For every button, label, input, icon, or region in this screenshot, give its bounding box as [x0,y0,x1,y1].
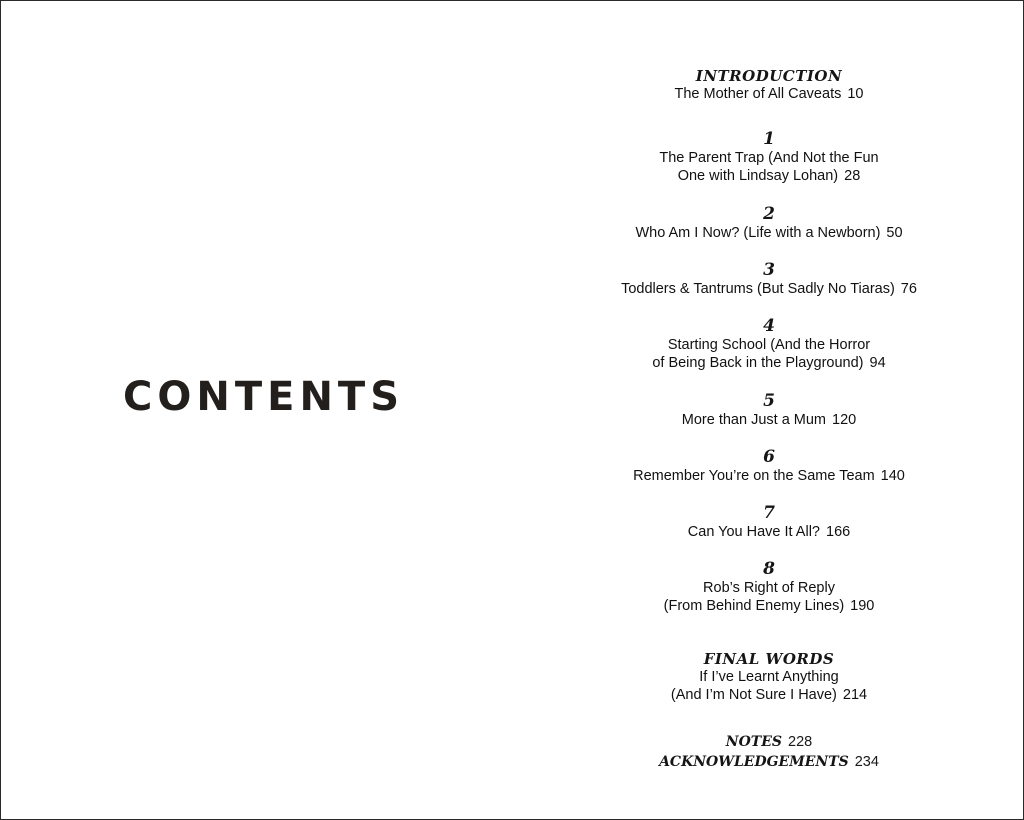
entry-title-line [513,354,1024,372]
entry-title: of Being Back in the Playground) [652,355,864,372]
chapter-number: 8 [763,559,775,579]
entry-title-line: Starting School (And the Horror [667,337,871,354]
entry-title-line [513,280,1024,298]
page-number: 94 [869,355,886,372]
toc-chapter-3 [513,260,1024,298]
page-number: 120 [832,412,857,429]
toc-chapter-5 [513,391,1024,429]
chapter-number: 5 [763,391,775,411]
entry-title-line: If I’ve Learnt Anything [699,669,839,685]
contents-heading: CONTENTS [123,374,405,420]
chapter-number: 6 [763,447,775,467]
toc-chapter-4 [513,316,1024,372]
toc-introduction [513,67,1024,103]
toc-back-matter [513,732,1024,772]
entry-title-line: Rob’s Right of Reply [703,580,835,597]
entry-title: Toddlers & Tantrums (But Sadly No Tiaras) [621,281,895,298]
page-number: 76 [900,281,917,298]
page-number: 190 [850,598,875,615]
page-number: 28 [844,168,861,185]
entry-title-line [513,167,1024,185]
entry-title: (And I’m Not Sure I Have) [670,687,837,703]
chapter-number: 4 [763,316,775,336]
entry-title: More than Just a Mum [681,412,827,429]
toc-chapter-2 [513,204,1024,242]
entry-title-line [513,411,1024,429]
page-number: 166 [826,524,851,541]
chapter-number: 3 [763,260,775,280]
page-number: 50 [886,225,903,242]
toc-notes [513,732,1024,752]
page-number: 214 [842,687,868,703]
page-number: 140 [880,468,905,485]
entry-title-line [513,686,1024,704]
toc-chapter-6 [513,447,1024,485]
page-number: 10 [847,86,864,102]
entry-title: (From Behind Enemy Lines) [663,598,845,615]
toc-chapter-1 [513,129,1024,185]
toc-acknowledgements [513,752,1024,772]
entry-title: Can You Have It All? [687,524,820,541]
entry-title-line: The Parent Trap (And Not the Fun [659,150,879,167]
chapter-number: 2 [763,204,775,224]
entry-title-line [513,224,1024,242]
entry-title-line [513,467,1024,485]
entry-title-line [513,523,1024,541]
entry-title: The Mother of All Caveats [674,86,842,102]
section-label-acknowledgements: ACKNOWLEDGEMENTS [659,754,849,770]
section-label-introduction: INTRODUCTION [695,67,843,85]
entry-title-line [513,597,1024,615]
entry-title: One with Lindsay Lohan) [677,168,839,185]
chapter-number: 7 [763,503,775,523]
toc-final-words [513,650,1024,704]
table-of-contents [513,1,1024,819]
section-label-final-words: FINAL WORDS [703,650,835,668]
entry-title: Remember You’re on the Same Team [633,468,875,485]
page-number: 234 [854,754,879,770]
toc-chapter-7 [513,503,1024,541]
toc-chapter-8 [513,559,1024,615]
section-label-notes: NOTES [725,734,782,750]
page-number: 228 [788,734,813,750]
chapter-number: 1 [763,129,775,149]
entry-title: Who Am I Now? (Life with a Newborn) [635,225,881,242]
left-page [1,1,513,819]
entry-title-line [513,85,1024,103]
